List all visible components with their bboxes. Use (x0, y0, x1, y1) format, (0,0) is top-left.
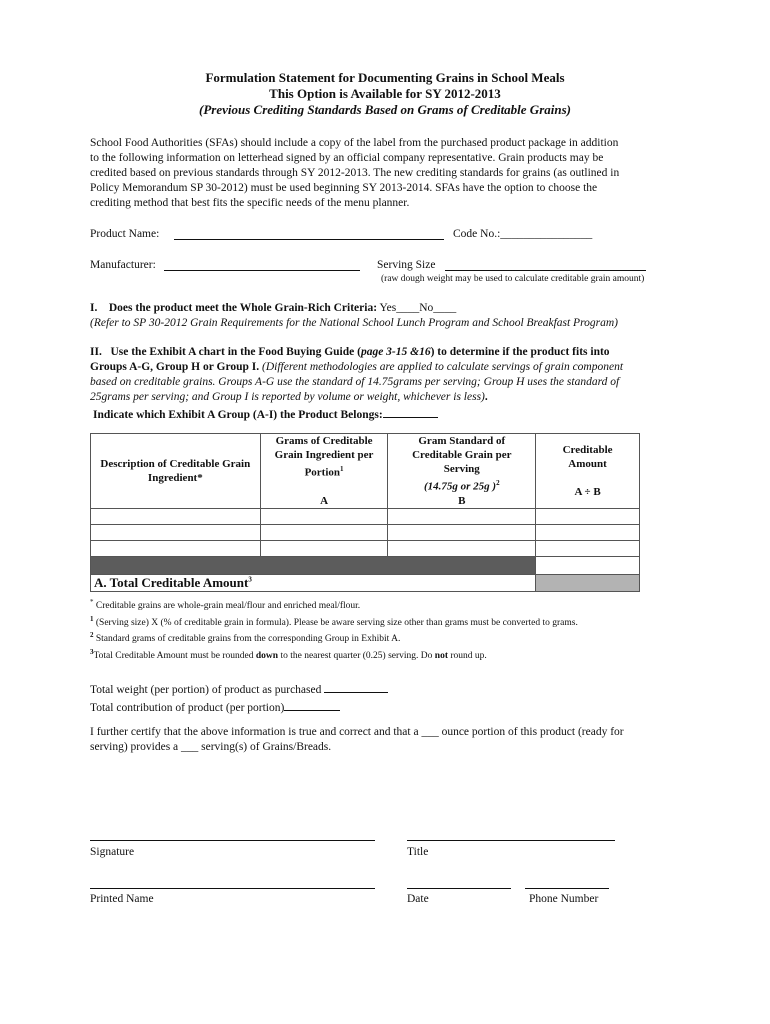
footnote-text: to the nearest quarter (0.25) serving. Do (278, 651, 435, 662)
total-weight-label: Total weight (per portion) of product as purchased (90, 684, 322, 696)
intro-paragraph (90, 136, 690, 211)
total-contribution-label: Total contribution of product (per portion) (90, 702, 285, 714)
col3-line4: (14.75g or 25g ) (423, 480, 497, 493)
table-cell[interactable] (536, 509, 640, 525)
intro-line: crediting method that best fits the specific needs of the menu planner. (90, 197, 410, 209)
section-1-question: Does the product meet the Whole Grain-Rich Criteria: (108, 302, 378, 314)
serving-size-note: (raw dough weight may be used to calculate creditable grain amount) (381, 274, 645, 284)
totals-section (90, 680, 690, 716)
col3-line1: Gram Standard of (418, 435, 506, 448)
title-label: Title (407, 846, 429, 858)
footnote-text: (Serving size) X (% of creditable grain in formula). Please be aware serving size other than grams must be converted to grams. (95, 617, 578, 628)
table-cell[interactable] (260, 525, 388, 541)
total-weight-field[interactable] (324, 680, 388, 693)
product-name-label: Product Name: (90, 228, 160, 240)
section-1 (90, 301, 710, 331)
col4-formula: A ÷ B (574, 486, 601, 498)
certify-line2: serving) provides a ___ serving(s) of Grains/Breads. (90, 741, 332, 753)
footnote-mark: * (90, 598, 94, 606)
table-row (91, 525, 640, 541)
page-title: Formulation Statement for Documenting Grains in School Meals (205, 70, 565, 85)
total-sup: 3 (248, 575, 252, 584)
table-cell[interactable] (91, 509, 261, 525)
table-cell[interactable] (388, 509, 536, 525)
creditable-grain-table (90, 433, 640, 592)
footnote-text: Creditable grains are whole-grain meal/flour and enriched meal/flour. (95, 601, 361, 612)
col3-line2: Creditable Grain per (412, 449, 512, 462)
col2-letter: A (320, 494, 329, 507)
phone-line[interactable] (525, 888, 609, 889)
footnote-bold: down (255, 651, 279, 662)
divider-cell-blank (536, 557, 640, 575)
signature-line[interactable] (90, 840, 375, 841)
manufacturer-label: Manufacturer: (90, 259, 156, 271)
intro-line: School Food Authorities (SFAs) should include a copy of the label from the purchased product package in addition (90, 137, 619, 149)
col2-line1: Grams of Creditable (275, 435, 373, 448)
page-subtitle-italic: (Previous Crediting Standards Based on Grams of Creditable Grains) (199, 102, 571, 117)
code-no-field[interactable]: Code No.:________________ (453, 228, 593, 240)
product-name-field[interactable] (174, 239, 444, 240)
table-row (91, 541, 640, 557)
footnote-text: Total Creditable Amount must be rounded (93, 651, 256, 662)
section-2-line3: based on creditable grains. Groups A-G use the standard of 14.75grams per serving; Group H uses the standard of (90, 376, 620, 388)
intro-line: credited based on previous standards through SY 2012-2013. The new crediting standards for grains (as outlined in (90, 167, 620, 179)
footnote (90, 646, 730, 663)
section-2-text-b: ) to determine if the product fits into (430, 346, 610, 358)
section-2-groups: Groups A-G, Group H or Group I. (90, 361, 260, 373)
table-cell[interactable] (260, 541, 388, 557)
certify-line1: I further certify that the above information is true and correct and that a ___ ounce portion of this product (ready for (90, 726, 624, 738)
footnote-text: Standard grams of creditable grains from the corresponding Group in Exhibit A. (95, 634, 401, 645)
title-line[interactable] (407, 840, 615, 841)
section-2-period: . (484, 391, 488, 403)
intro-line: to the following information on letterhead signed by an official company representative. Grain products may be (90, 152, 604, 164)
total-row (91, 575, 640, 592)
footnotes (90, 596, 730, 663)
footnote (90, 613, 730, 630)
total-label: A. Total Creditable Amount (94, 575, 249, 590)
footnote (90, 596, 730, 613)
divider-cell (91, 557, 536, 575)
serving-size-label: Serving Size (377, 259, 436, 271)
col2-line2: Grain Ingredient per (274, 449, 374, 462)
page-subtitle: This Option is Available for SY 2012-2013 (269, 86, 501, 101)
total-label-cell (91, 575, 536, 592)
col3-sup: 2 (496, 479, 500, 488)
table-cell[interactable] (260, 509, 388, 525)
column-header-standard (388, 434, 536, 509)
col3-letter: B (458, 494, 466, 507)
phone-label: Phone Number (529, 893, 599, 905)
table-cell[interactable] (91, 541, 261, 557)
table-cell[interactable] (536, 525, 640, 541)
manufacturer-field[interactable] (164, 270, 360, 271)
footnote-text: round up. (447, 651, 487, 662)
col2-line3: Portion (304, 466, 341, 479)
section-1-number: I. (90, 302, 98, 314)
printed-name-line[interactable] (90, 888, 375, 889)
table-cell[interactable] (91, 525, 261, 541)
intro-line: Policy Memorandum SP 30-2012) must be used beginning SY 2013-2014. SFAs have the option to choose the (90, 182, 598, 194)
section-2-number: II. (90, 346, 102, 358)
whole-grain-yes-no[interactable]: Yes____No____ (379, 302, 457, 314)
section-2-methodologies: (Different methodologies are applied to calculate servings of grain component (259, 361, 624, 373)
col4-line1: Creditable (562, 444, 613, 456)
date-label: Date (407, 893, 429, 905)
section-1-note: (Refer to SP 30-2012 Grain Requirements for the National School Lunch Program and School Breakfast Program) (90, 317, 618, 329)
footnote-mark: 3 (90, 647, 94, 656)
footnote-mark: 1 (90, 614, 94, 623)
column-header-grams (260, 434, 388, 509)
column-header-creditable (536, 434, 640, 509)
table-cell[interactable] (388, 525, 536, 541)
table-cell[interactable] (536, 541, 640, 557)
section-2-page-ref: page 3-15 &16 (360, 346, 431, 358)
col2-sup: 1 (340, 465, 344, 474)
exhibit-group-field[interactable] (383, 405, 438, 418)
footnote (90, 629, 730, 646)
col4-line2: Amount (568, 458, 607, 470)
section-2-text-a: Use the Exhibit A chart in the Food Buying Guide ( (110, 346, 361, 358)
section-2-line4: 25grams per serving; and Group I is reported by volume or weight, whichever is less) (90, 391, 485, 403)
exhibit-group-label: Indicate which Exhibit A Group (A-I) the Product Belongs: (93, 409, 383, 421)
serving-size-field[interactable] (445, 270, 646, 271)
section-2 (90, 345, 730, 423)
col3-line3: Serving (443, 463, 480, 476)
printed-name-label: Printed Name (90, 893, 154, 905)
table-header-row (91, 434, 640, 509)
certification (90, 725, 730, 755)
footnote-mark: 2 (90, 631, 94, 640)
table-divider-row (91, 557, 640, 575)
footnote-bold: not (434, 651, 448, 662)
signature-label: Signature (90, 846, 135, 858)
total-contribution-field[interactable] (284, 698, 340, 711)
table-row (91, 509, 640, 525)
total-value-cell[interactable] (536, 575, 640, 592)
table-cell[interactable] (388, 541, 536, 557)
date-line[interactable] (407, 888, 511, 889)
column-header-description: Description of Creditable Grain Ingredient* (91, 434, 261, 509)
